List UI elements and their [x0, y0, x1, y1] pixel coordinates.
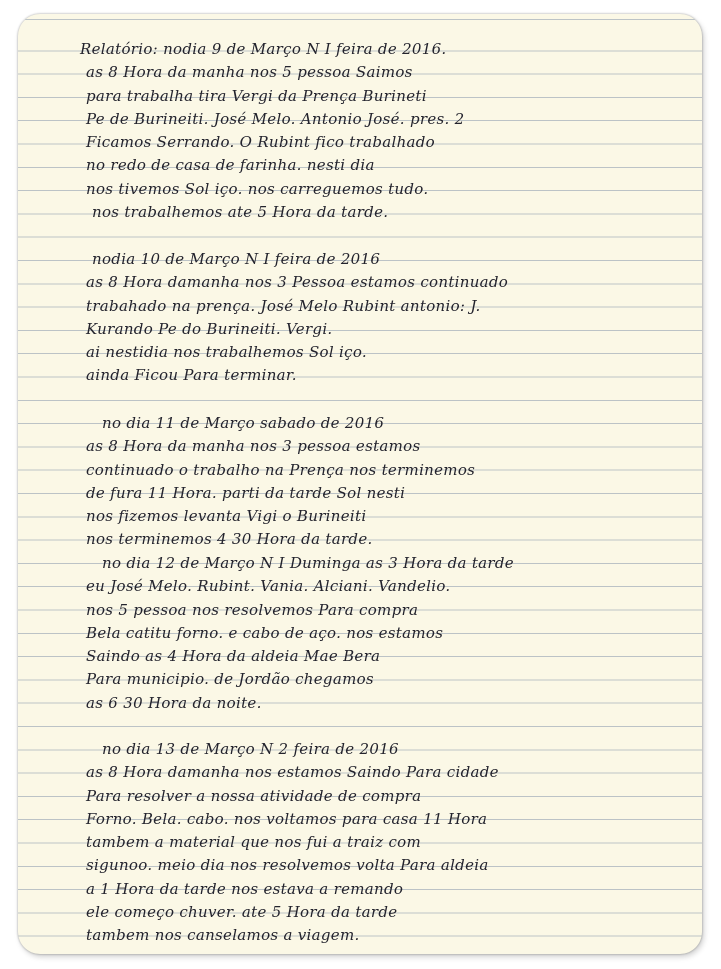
- entry-line: tambem a material que nos fui a traiz com: [86, 833, 422, 852]
- entry-line: no dia 13 de Março N 2 feira de 2016: [102, 740, 399, 758]
- entry-line: Kurando Pe do Burineiti. Vergi.: [86, 319, 333, 338]
- notebook-page: [18, 14, 702, 954]
- entry-line: nos trabalhemos ate 5 Hora da tarde.: [92, 203, 389, 222]
- entry-line: Bela catitu forno. e cabo de aço. nos estamos: [86, 623, 444, 642]
- entry-line: trabahado na prença. José Melo Rubint antonio: J.: [86, 296, 481, 315]
- entry-line: nos fizemos levanta Vigi o Burineiti: [86, 507, 367, 526]
- entry-line: no redo de casa de farinha. nesti dia: [86, 156, 375, 175]
- diary-entry-11-marco: [18, 412, 702, 552]
- entry-line: Ficamos Serrando. O Rubint fico trabalhado: [86, 133, 436, 152]
- entry-line: para trabalha tira Vergi da Prença Burineti: [86, 86, 427, 105]
- diary-entry-12-marco: [18, 552, 702, 715]
- entry-line: a 1 Hora da tarde nos estava a remando: [86, 879, 404, 898]
- entry-line: no dia 12 de Março N I Duminga as 3 Hora da tarde: [102, 554, 514, 572]
- entry-line: continuado o trabalho na Prença nos terminemos: [86, 460, 476, 479]
- entry-line: nodia 10 de Março N I feira de 2016: [92, 250, 381, 268]
- entry-line: tambem nos canselamos a viagem.: [86, 926, 360, 945]
- entry-line: Relatório: nodia 9 de Março N I feira de 2016.: [80, 40, 447, 58]
- diary-entry-9-marco: [18, 38, 702, 224]
- entry-line: Pe de Burineiti. José Melo. Antonio José. pres. 2: [86, 109, 465, 128]
- entry-line: as 8 Hora damanha nos 3 Pessoa estamos continuado: [86, 273, 509, 292]
- entry-line: as 8 Hora da manha nos 5 pessoa Saimos: [86, 63, 413, 82]
- entry-line: ele começo chuver. ate 5 Hora da tarde: [86, 903, 398, 922]
- diary-entry-13-marco: [18, 738, 702, 948]
- entry-line: Saindo as 4 Hora da aldeia Mae Bera: [86, 647, 381, 666]
- entry-line: Para municipio. de Jordão chegamos: [86, 670, 374, 689]
- entry-line: eu José Melo. Rubint. Vania. Alciani. Vandelio.: [86, 577, 451, 596]
- entry-line: as 8 Hora damanha nos estamos Saindo Para cidade: [86, 763, 499, 782]
- entry-line: as 8 Hora da manha nos 3 pessoa estamos: [86, 437, 421, 456]
- entry-line: nos terminemos 4 30 Hora da tarde.: [86, 530, 373, 549]
- entry-line: nos tivemos Sol iço. nos carreguemos tudo.: [86, 179, 429, 198]
- entry-line: Para resolver a nossa atividade de compra: [86, 786, 422, 805]
- entry-line: no dia 11 de Março sabado de 2016: [102, 414, 385, 432]
- diary-entry-10-marco: [18, 248, 702, 388]
- entry-line: as 6 30 Hora da noite.: [86, 693, 262, 712]
- entry-line: ainda Ficou Para terminar.: [86, 366, 297, 385]
- entry-line: nos 5 pessoa nos resolvemos Para compra: [86, 600, 419, 619]
- entry-line: sigunoo. meio dia nos resolvemos volta Para aldeia: [86, 856, 489, 875]
- entry-line: Forno. Bela. cabo. nos voltamos para casa 11 Hora: [86, 809, 488, 828]
- entry-line: ai nestidia nos trabalhemos Sol iço.: [86, 343, 367, 362]
- entry-line: de fura 11 Hora. parti da tarde Sol nesti: [86, 483, 406, 502]
